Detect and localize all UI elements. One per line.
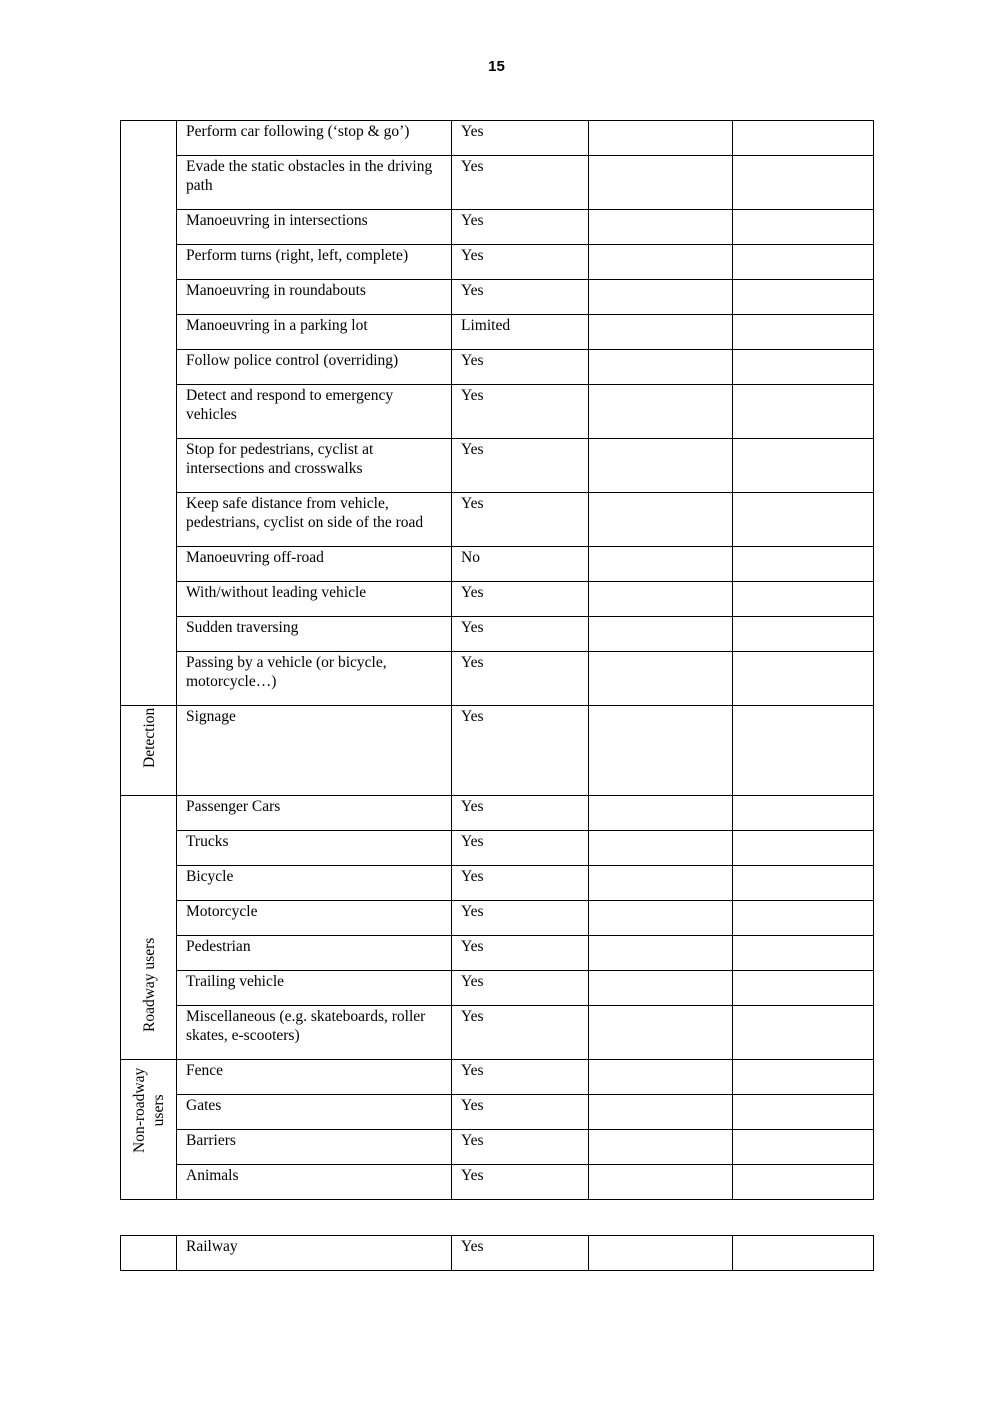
feature-cell-text: Follow police control (overriding) <box>186 352 399 369</box>
table-row <box>121 706 874 796</box>
status-cell-text: Yes <box>461 708 484 725</box>
empty-cell <box>733 315 874 350</box>
empty-cell <box>589 1236 733 1271</box>
table-row <box>121 617 874 652</box>
empty-cell <box>589 1165 733 1200</box>
group-cell <box>121 706 177 796</box>
feature-cell-text: Miscellaneous (e.g. skateboards, roller skates, e-scooters) <box>186 1008 426 1044</box>
table-row <box>121 1165 874 1200</box>
feature-cell <box>177 831 452 866</box>
empty-cell <box>733 971 874 1006</box>
empty-cell <box>733 936 874 971</box>
empty-cell <box>733 866 874 901</box>
empty-cell <box>733 901 874 936</box>
table-row <box>121 901 874 936</box>
empty-cell <box>589 796 733 831</box>
empty-cell <box>589 439 733 493</box>
empty-cell <box>733 652 874 706</box>
status-cell <box>452 971 589 1006</box>
feature-cell <box>177 652 452 706</box>
feature-cell-text: Fence <box>186 1062 224 1079</box>
feature-cell <box>177 796 452 831</box>
status-cell <box>452 866 589 901</box>
table-row <box>121 1130 874 1165</box>
status-cell <box>452 210 589 245</box>
status-cell-text: Yes <box>461 1167 484 1184</box>
status-cell-text: Yes <box>461 282 484 299</box>
feature-cell <box>177 280 452 315</box>
feature-cell-text: Bicycle <box>186 868 234 885</box>
table-row <box>121 156 874 210</box>
feature-cell-text: Keep safe distance from vehicle, pedestrians, cyclist on side of the road <box>186 495 424 531</box>
feature-cell-text: Detect and respond to emergency vehicles <box>186 387 394 423</box>
table-row <box>121 385 874 439</box>
group-cell <box>121 796 177 1060</box>
empty-cell <box>589 547 733 582</box>
empty-cell <box>733 1006 874 1060</box>
table-row <box>121 350 874 385</box>
table-row <box>121 1236 874 1271</box>
table-row <box>121 245 874 280</box>
status-cell <box>452 350 589 385</box>
empty-cell <box>733 385 874 439</box>
empty-cell <box>589 315 733 350</box>
status-cell <box>452 652 589 706</box>
empty-cell <box>589 936 733 971</box>
group-cell <box>121 1236 177 1271</box>
feature-cell-text: Evade the static obstacles in the driving path <box>186 158 433 194</box>
empty-cell <box>589 493 733 547</box>
empty-cell <box>589 1006 733 1060</box>
group-label: Non-roadway users <box>130 1067 167 1153</box>
group-label: Detection <box>140 707 158 768</box>
empty-cell <box>733 350 874 385</box>
status-cell <box>452 1006 589 1060</box>
empty-cell <box>589 210 733 245</box>
feature-cell-text: Manoeuvring off-road <box>186 549 324 566</box>
railway-table <box>120 1235 874 1271</box>
status-cell-text: No <box>461 549 480 566</box>
status-cell <box>452 156 589 210</box>
table-row <box>121 936 874 971</box>
table-row <box>121 796 874 831</box>
empty-cell <box>733 210 874 245</box>
feature-cell <box>177 315 452 350</box>
empty-cell <box>589 971 733 1006</box>
status-cell-text: Yes <box>461 1132 484 1149</box>
empty-cell <box>733 547 874 582</box>
group-cell <box>121 1060 177 1200</box>
status-cell <box>452 1095 589 1130</box>
status-cell <box>452 1130 589 1165</box>
status-cell <box>452 1236 589 1271</box>
empty-cell <box>733 831 874 866</box>
feature-cell <box>177 439 452 493</box>
table-row <box>121 439 874 493</box>
feature-cell-text: Manoeuvring in intersections <box>186 212 368 229</box>
status-cell <box>452 901 589 936</box>
feature-cell-text: Perform car following (‘stop & go’) <box>186 123 410 140</box>
feature-cell-text: Railway <box>186 1238 238 1255</box>
status-cell-text: Yes <box>461 938 484 955</box>
table-row <box>121 582 874 617</box>
status-cell-text: Yes <box>461 1097 484 1114</box>
status-cell <box>452 1165 589 1200</box>
status-cell-text: Yes <box>461 495 484 512</box>
status-cell <box>452 1060 589 1095</box>
table-row <box>121 210 874 245</box>
empty-cell <box>733 280 874 315</box>
empty-cell <box>733 1165 874 1200</box>
feature-cell <box>177 971 452 1006</box>
empty-cell <box>733 617 874 652</box>
empty-cell <box>589 385 733 439</box>
feature-cell <box>177 1095 452 1130</box>
feature-cell <box>177 866 452 901</box>
feature-cell <box>177 350 452 385</box>
status-cell-text: Yes <box>461 798 484 815</box>
status-cell-text: Yes <box>461 833 484 850</box>
feature-cell-text: Manoeuvring in a parking lot <box>186 317 368 334</box>
feature-cell <box>177 121 452 156</box>
status-cell <box>452 796 589 831</box>
feature-cell-text: Signage <box>186 708 236 725</box>
status-cell <box>452 121 589 156</box>
status-cell-text: Yes <box>461 247 484 264</box>
page-number: 15 <box>488 58 505 75</box>
status-cell-text: Yes <box>461 123 484 140</box>
empty-cell <box>733 796 874 831</box>
status-cell-text: Yes <box>461 212 484 229</box>
empty-cell <box>589 706 733 796</box>
status-cell <box>452 245 589 280</box>
status-cell <box>452 582 589 617</box>
status-cell-text: Yes <box>461 387 484 404</box>
status-cell-text: Yes <box>461 973 484 990</box>
table-row <box>121 1095 874 1130</box>
table-row <box>121 315 874 350</box>
empty-cell <box>589 866 733 901</box>
feature-cell-text: Pedestrian <box>186 938 251 955</box>
empty-cell <box>733 245 874 280</box>
empty-cell <box>589 582 733 617</box>
status-cell <box>452 439 589 493</box>
empty-cell <box>589 831 733 866</box>
feature-cell-text: Manoeuvring in roundabouts <box>186 282 366 299</box>
empty-cell <box>733 493 874 547</box>
empty-cell <box>589 121 733 156</box>
feature-cell-text: Stop for pedestrians, cyclist at intersections and crosswalks <box>186 441 374 477</box>
feature-cell <box>177 547 452 582</box>
table-row <box>121 547 874 582</box>
feature-cell <box>177 156 452 210</box>
empty-cell <box>733 1130 874 1165</box>
feature-cell-text: Sudden traversing <box>186 619 299 636</box>
empty-cell <box>589 652 733 706</box>
table-row <box>121 1060 874 1095</box>
feature-cell <box>177 210 452 245</box>
feature-cell <box>177 582 452 617</box>
empty-cell <box>733 1060 874 1095</box>
feature-cell <box>177 1165 452 1200</box>
feature-cell-text: Motorcycle <box>186 903 258 920</box>
table-row <box>121 280 874 315</box>
feature-cell-text: Trucks <box>186 833 229 850</box>
table-row <box>121 493 874 547</box>
status-cell <box>452 547 589 582</box>
feature-cell <box>177 901 452 936</box>
status-cell-text: Yes <box>461 441 484 458</box>
status-cell-text: Yes <box>461 584 484 601</box>
table-row <box>121 121 874 156</box>
empty-cell <box>733 582 874 617</box>
feature-cell-text: Passing by a vehicle (or bicycle, motorcycle…) <box>186 654 387 690</box>
status-cell <box>452 936 589 971</box>
status-cell <box>452 617 589 652</box>
status-cell <box>452 831 589 866</box>
status-cell-text: Yes <box>461 619 484 636</box>
feature-cell-text: Trailing vehicle <box>186 973 285 990</box>
empty-cell <box>589 1060 733 1095</box>
status-cell <box>452 315 589 350</box>
status-cell-text: Yes <box>461 1008 484 1025</box>
empty-cell <box>733 706 874 796</box>
feature-cell-text: Gates <box>186 1097 222 1114</box>
feature-cell <box>177 493 452 547</box>
feature-cell <box>177 706 452 796</box>
feature-cell <box>177 936 452 971</box>
capability-table <box>120 120 874 1200</box>
empty-cell <box>589 280 733 315</box>
empty-cell <box>589 617 733 652</box>
empty-cell <box>589 1095 733 1130</box>
feature-cell-text: Perform turns (right, left, complete) <box>186 247 409 264</box>
status-cell-text: Yes <box>461 868 484 885</box>
status-cell-text: Yes <box>461 1238 484 1255</box>
feature-cell-text: Animals <box>186 1167 239 1184</box>
empty-cell <box>589 156 733 210</box>
empty-cell <box>589 901 733 936</box>
empty-cell <box>733 439 874 493</box>
feature-cell <box>177 385 452 439</box>
feature-cell <box>177 617 452 652</box>
feature-cell-text: Passenger Cars <box>186 798 281 815</box>
status-cell <box>452 493 589 547</box>
feature-cell <box>177 1236 452 1271</box>
status-cell <box>452 385 589 439</box>
status-cell <box>452 706 589 796</box>
table-row <box>121 1006 874 1060</box>
table-row <box>121 866 874 901</box>
status-cell-text: Yes <box>461 1062 484 1079</box>
group-cell <box>121 121 177 706</box>
status-cell-text: Yes <box>461 903 484 920</box>
empty-cell <box>733 1095 874 1130</box>
empty-cell <box>589 350 733 385</box>
feature-cell <box>177 245 452 280</box>
empty-cell <box>589 245 733 280</box>
table-row <box>121 652 874 706</box>
feature-cell <box>177 1006 452 1060</box>
empty-cell <box>589 1130 733 1165</box>
status-cell-text: Yes <box>461 352 484 369</box>
status-cell <box>452 280 589 315</box>
group-label: Roadway users <box>140 937 158 1032</box>
feature-cell-text: With/without leading vehicle <box>186 584 367 601</box>
feature-cell <box>177 1060 452 1095</box>
table-row <box>121 971 874 1006</box>
status-cell-text: Yes <box>461 158 484 175</box>
empty-cell <box>733 1236 874 1271</box>
status-cell-text: Yes <box>461 654 484 671</box>
empty-cell <box>733 121 874 156</box>
empty-cell <box>733 156 874 210</box>
table-row <box>121 831 874 866</box>
status-cell-text: Limited <box>461 317 511 334</box>
feature-cell <box>177 1130 452 1165</box>
feature-cell-text: Barriers <box>186 1132 236 1149</box>
